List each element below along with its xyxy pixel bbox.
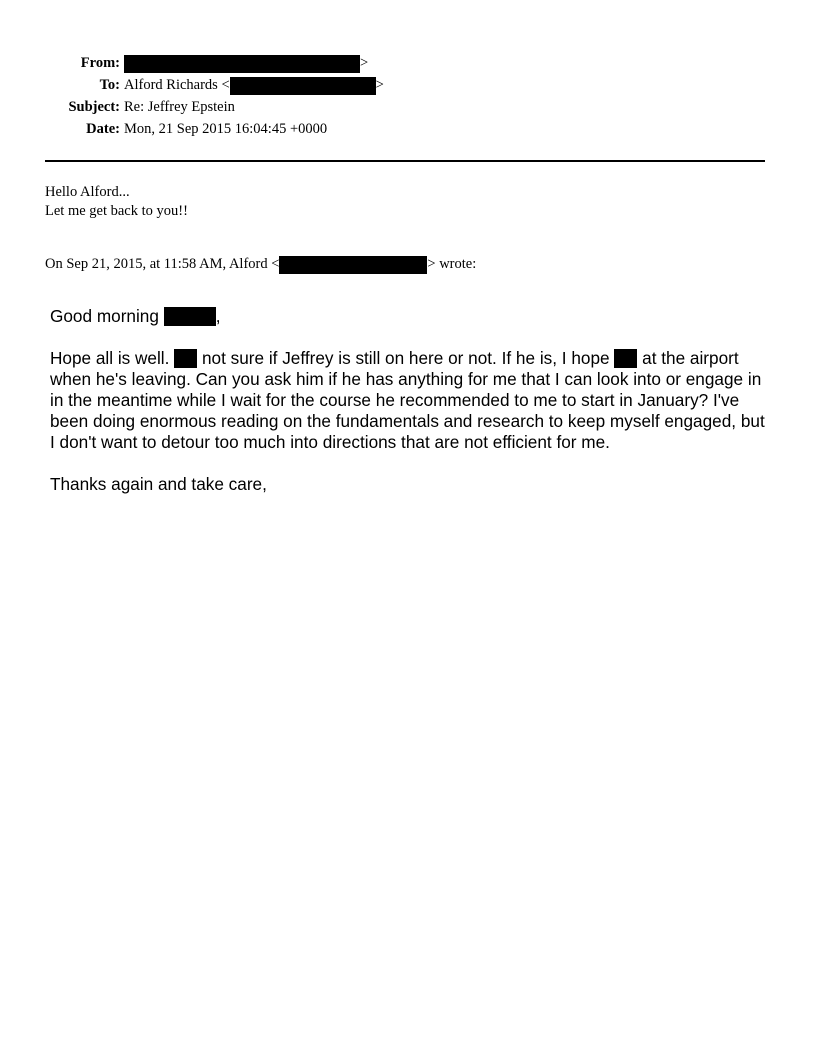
from-label: From: [80, 55, 120, 71]
to-row [0, 75, 816, 97]
reply-body [45, 183, 188, 221]
subject-value: Re: Jeffrey Epstein [124, 99, 235, 115]
from-value [124, 53, 368, 73]
subject-label: Subject: [68, 99, 120, 115]
reply-line: Let me get back to you!! [45, 203, 188, 219]
redaction-bar [614, 349, 637, 368]
date-row [0, 119, 816, 141]
message-text: not sure if Jeffrey is still on here or not. If he is, I hope [197, 348, 615, 368]
to-label: To: [99, 77, 120, 93]
header-divider [45, 160, 765, 162]
greeting-punct: , [215, 306, 221, 326]
redaction-bar [174, 349, 197, 368]
message-text: at the airport when he's leaving. Can you ask him if he has anything for me that I can look into or engage in in the meantime while I wait for the course he recommended to me to start in January? I've been doing enormous reading on the fundamentals and research to keep myself engaged, but I don't want to detour too much into directions that are not efficient for me. [50, 348, 765, 452]
quote-attribution-suffix: > wrote: [427, 256, 477, 272]
subject-row [0, 97, 816, 119]
redaction-bar [164, 307, 216, 326]
from-suffix: > [360, 55, 369, 71]
message-paragraph [50, 348, 770, 453]
quote-attribution [45, 255, 476, 274]
to-suffix: > [375, 77, 384, 93]
date-value: Mon, 21 Sep 2015 16:04:45 +0000 [124, 121, 328, 137]
redaction-bar [124, 55, 360, 73]
to-value [124, 75, 384, 95]
to-name: Alford Richards < [124, 77, 230, 93]
date-label: Date: [86, 121, 120, 137]
quote-attribution-prefix: On Sep 21, 2015, at 11:58 AM, Alford < [45, 256, 280, 272]
from-row [0, 53, 816, 75]
redaction-bar [230, 77, 376, 95]
redaction-bar [279, 256, 427, 274]
closing: Thanks again and take care, [50, 474, 267, 494]
message-text: Hope all is well. [50, 348, 175, 368]
reply-line: Hello Alford... [45, 184, 130, 200]
quoted-message [50, 306, 770, 516]
greeting-text: Good morning [50, 306, 164, 326]
email-header [0, 53, 816, 141]
greeting [50, 306, 770, 327]
